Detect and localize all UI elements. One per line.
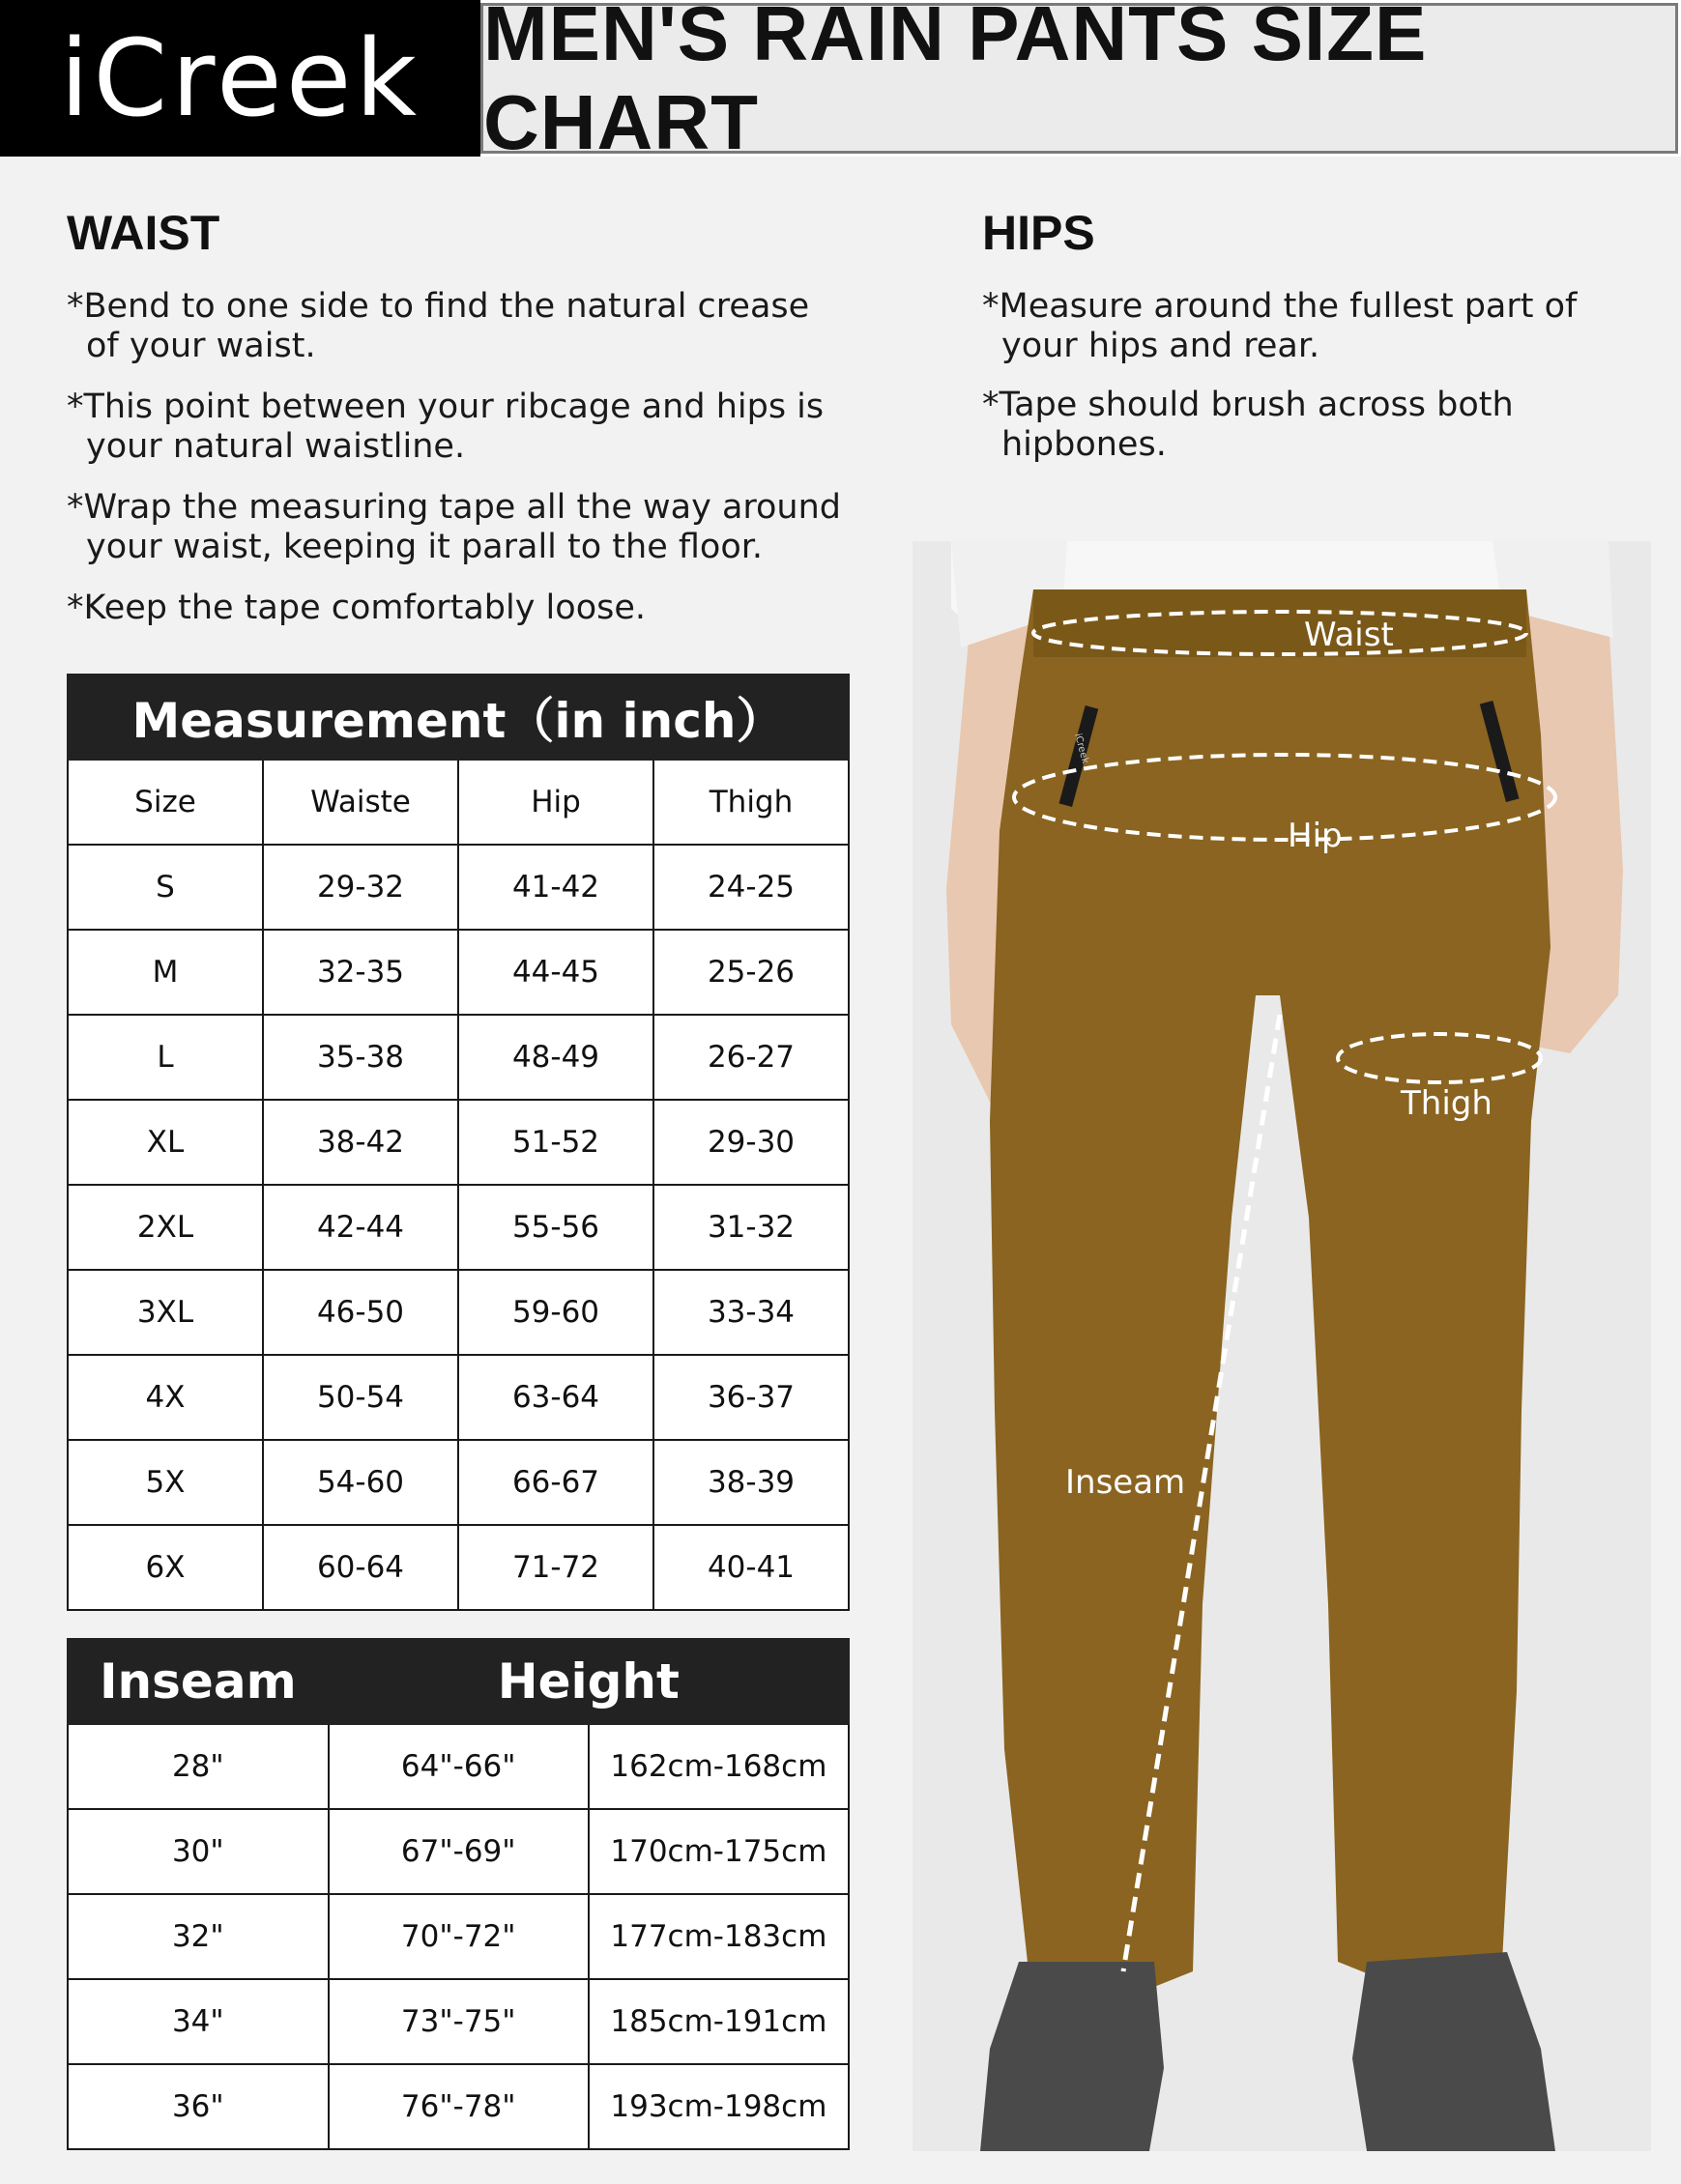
waist-bullet-1-line-1: *Bend to one side to find the natural crease bbox=[67, 287, 810, 326]
thigh-cell: 29-30 bbox=[653, 1100, 849, 1185]
table-row bbox=[68, 1185, 849, 1270]
waist-bullet-2-line-1: *This point between your ribcage and hips is bbox=[67, 388, 825, 426]
hips-title: HIPS bbox=[982, 206, 1095, 260]
thigh-cell: 25-26 bbox=[653, 930, 849, 1015]
height-inch-cell: 70"-72" bbox=[329, 1894, 589, 1979]
waist-bullet-1 bbox=[67, 287, 809, 366]
column-header-size: Size bbox=[68, 760, 263, 845]
pocket-tag: iCreek bbox=[1072, 732, 1090, 765]
size-cell: 3XL bbox=[68, 1270, 263, 1355]
waist-bullet-1-line-2: of your waist. bbox=[86, 327, 316, 365]
hips-bullet-1-line-2: your hips and rear. bbox=[1001, 327, 1320, 365]
waist-cell: 42-44 bbox=[263, 1185, 458, 1270]
column-header-thigh: Thigh bbox=[653, 760, 849, 845]
hips-bullet-1 bbox=[982, 287, 1577, 366]
height-inch-cell: 64"-66" bbox=[329, 1724, 589, 1809]
column-header-hip: Hip bbox=[458, 760, 653, 845]
height-header: Height bbox=[329, 1639, 849, 1724]
thigh-cell: 31-32 bbox=[653, 1185, 849, 1270]
waist-bullet-3-line-1: *Wrap the measuring tape all the way around bbox=[67, 488, 842, 527]
waist-cell: 46-50 bbox=[263, 1270, 458, 1355]
waist-label: Waist bbox=[1304, 616, 1394, 654]
hip-cell: 55-56 bbox=[458, 1185, 653, 1270]
hip-cell: 48-49 bbox=[458, 1015, 653, 1100]
table-row bbox=[68, 1724, 849, 1809]
size-cell: S bbox=[68, 845, 263, 930]
right-shoe bbox=[1352, 1952, 1555, 2151]
inseam-label: Inseam bbox=[1065, 1463, 1186, 1502]
hip-cell: 71-72 bbox=[458, 1525, 653, 1610]
height-cm-cell: 162cm-168cm bbox=[589, 1724, 849, 1809]
waist-cell: 50-54 bbox=[263, 1355, 458, 1440]
hips-bullet-1-line-1: *Measure around the fullest part of bbox=[982, 287, 1578, 326]
left-shoe bbox=[980, 1962, 1164, 2151]
height-inch-cell: 67"-69" bbox=[329, 1809, 589, 1894]
waist-cell: 29-32 bbox=[263, 845, 458, 930]
table-row bbox=[68, 1440, 849, 1525]
height-cm-cell: 185cm-191cm bbox=[589, 1979, 849, 2064]
waist-bullet-4-line-1: *Keep the tape comfortably loose. bbox=[67, 589, 646, 627]
table-row bbox=[68, 845, 849, 930]
waist-cell: 35-38 bbox=[263, 1015, 458, 1100]
table-row bbox=[68, 1100, 849, 1185]
waist-bullet-3-line-2: your waist, keeping it parall to the floor. bbox=[86, 528, 764, 566]
inseam-header: Inseam bbox=[68, 1639, 329, 1724]
waist-cell: 54-60 bbox=[263, 1440, 458, 1525]
brand-logo: iCreek bbox=[0, 0, 480, 157]
height-cm-cell: 170cm-175cm bbox=[589, 1809, 849, 1894]
thigh-cell: 24-25 bbox=[653, 845, 849, 930]
inseam-cell: 30" bbox=[68, 1809, 329, 1894]
table-row bbox=[68, 1270, 849, 1355]
page-title: MEN'S RAIN PANTS SIZE CHART bbox=[483, 0, 1428, 165]
inseam-cell: 34" bbox=[68, 1979, 329, 2064]
thigh-cell: 33-34 bbox=[653, 1270, 849, 1355]
hip-cell: 66-67 bbox=[458, 1440, 653, 1525]
thigh-label: Thigh bbox=[1401, 1084, 1493, 1123]
table-row bbox=[68, 930, 849, 1015]
waist-cell: 60-64 bbox=[263, 1525, 458, 1610]
inseam-cell: 36" bbox=[68, 2064, 329, 2149]
thigh-cell: 36-37 bbox=[653, 1355, 849, 1440]
table-row bbox=[68, 1809, 849, 1894]
title-box bbox=[480, 0, 1678, 165]
pants-illustration bbox=[913, 541, 1651, 2151]
table-row bbox=[68, 2064, 849, 2149]
waist-bullet-4 bbox=[67, 589, 646, 628]
waist-bullet-2 bbox=[67, 388, 824, 467]
measurement-table-header-row bbox=[68, 760, 849, 845]
hips-bullet-2-line-1: *Tape should brush across both bbox=[982, 386, 1514, 424]
hip-cell: 41-42 bbox=[458, 845, 653, 930]
waist-bullet-3 bbox=[67, 488, 841, 567]
table-row bbox=[68, 1894, 849, 1979]
table-row bbox=[68, 1525, 849, 1610]
hip-label: Hip bbox=[1288, 817, 1343, 855]
waist-bullet-2-line-2: your natural waistline. bbox=[86, 427, 466, 466]
size-cell: 2XL bbox=[68, 1185, 263, 1270]
hip-cell: 51-52 bbox=[458, 1100, 653, 1185]
size-cell: 4X bbox=[68, 1355, 263, 1440]
table-row bbox=[68, 1355, 849, 1440]
waist-cell: 32-35 bbox=[263, 930, 458, 1015]
hips-bullet-2-line-2: hipbones. bbox=[1001, 425, 1167, 464]
size-cell: XL bbox=[68, 1100, 263, 1185]
hip-cell: 59-60 bbox=[458, 1270, 653, 1355]
height-cm-cell: 177cm-183cm bbox=[589, 1894, 849, 1979]
measurement-table bbox=[67, 674, 850, 1611]
measurement-table-title: Measurement（in inch） bbox=[68, 675, 849, 760]
thigh-cell: 40-41 bbox=[653, 1525, 849, 1610]
size-cell: 5X bbox=[68, 1440, 263, 1525]
size-cell: 6X bbox=[68, 1525, 263, 1610]
product-photo bbox=[913, 541, 1651, 2151]
size-cell: L bbox=[68, 1015, 263, 1100]
waist-title: WAIST bbox=[67, 206, 220, 260]
size-cell: M bbox=[68, 930, 263, 1015]
header bbox=[0, 0, 1681, 165]
table-row bbox=[68, 1979, 849, 2064]
inseam-table bbox=[67, 1638, 850, 2150]
height-inch-cell: 76"-78" bbox=[329, 2064, 589, 2149]
hip-cell: 44-45 bbox=[458, 930, 653, 1015]
height-cm-cell: 193cm-198cm bbox=[589, 2064, 849, 2149]
table-row bbox=[68, 1015, 849, 1100]
thigh-cell: 26-27 bbox=[653, 1015, 849, 1100]
column-header-waist: Waiste bbox=[263, 760, 458, 845]
inseam-cell: 32" bbox=[68, 1894, 329, 1979]
waist-cell: 38-42 bbox=[263, 1100, 458, 1185]
hips-bullet-2 bbox=[982, 386, 1514, 465]
inseam-cell: 28" bbox=[68, 1724, 329, 1809]
height-inch-cell: 73"-75" bbox=[329, 1979, 589, 2064]
thigh-cell: 38-39 bbox=[653, 1440, 849, 1525]
hip-cell: 63-64 bbox=[458, 1355, 653, 1440]
